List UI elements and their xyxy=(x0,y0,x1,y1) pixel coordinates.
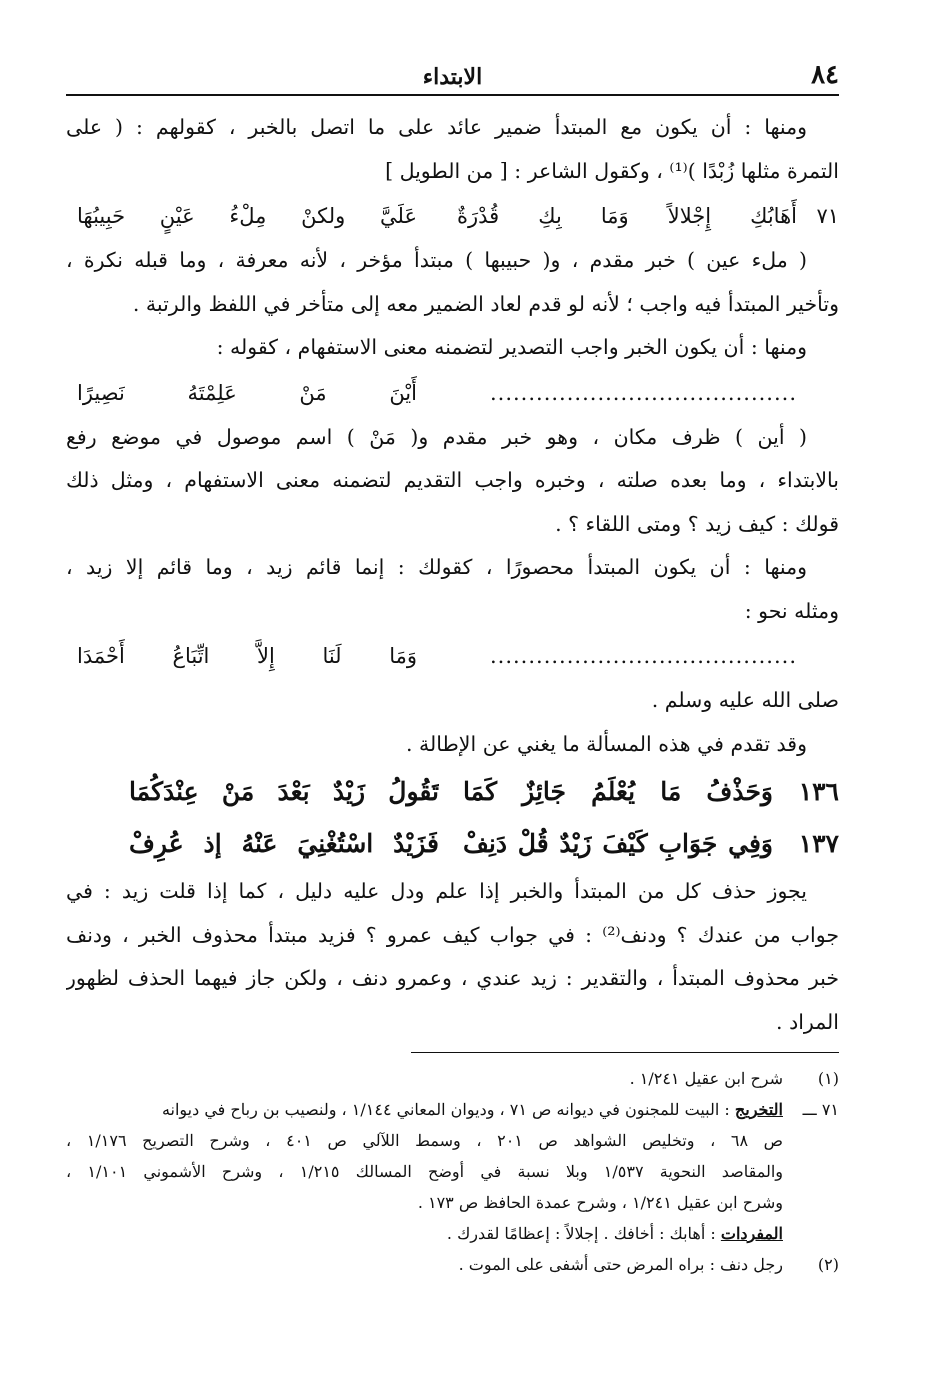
footnote-text: ص ٦٨ ، وتخليص الشواهد ص ٢٠١ ، وسمط اللآلي ص ٤٠١ ، وشرح التصريح ١/١٧٦ ، xyxy=(66,1131,784,1150)
footnote-mark: (١) xyxy=(817,1069,839,1088)
text-line: ومنها : أن يكون الخبر واجب التصدير لتضمنه معنى الاستفهام ، كقوله : xyxy=(216,335,807,359)
page-number: ٨٤ xyxy=(811,60,839,90)
footnote-text: والمقاصد النحوية ١/٥٣٧ وبلا نسبة في أوضح المسالك ١/٢١٥ ، وشرح الأشموني ١/١٠١ ، xyxy=(66,1162,784,1181)
text-line: وقد تقدم في هذه المسألة ما يغني عن الإطالة . xyxy=(405,731,807,756)
verse-number: ١٣٧ xyxy=(798,829,839,858)
text-line: ومنها : أن يكون مع المبتدأ ضمير عائد على ما اتصل بالخبر ، كقولهم : ( على xyxy=(66,115,807,139)
text-line: ( ملء عين ) خبر مقدم ، و( حبيبها ) مبتدأ مؤخر ، لأنه معرفة ، وما قبله نكرة ، xyxy=(66,248,807,272)
text-line: صلى الله عليه وسلم . xyxy=(651,688,839,712)
text-line: التمرة مثلها زُبْدًا )⁽¹⁾ ، وكقول الشاعر : [ من الطويل ] xyxy=(385,158,839,183)
text-line: خبر محذوف المبتدأ ، والتقدير : زيد عندي ، وعمرو دنف ، ولكن جاز فيهما الحذف لظهور xyxy=(66,966,839,990)
verse-hemistich: أَيْنَ مَنْ عَلِمْتَهُ نَصِيرًا xyxy=(77,380,417,405)
footnote-line xyxy=(66,1156,839,1187)
footnote-line xyxy=(66,1125,839,1156)
verse-first-hemistich: وَحَذْفُ مَا يُعْلَمُ جَائِزٌ كَمَا xyxy=(463,777,773,806)
poetry-verse-71 xyxy=(66,193,839,239)
text-line: يجوز حذف كل من المبتدأ والخبر إذا علم ودل عليه دليل ، كما إذا قلت زيد : في xyxy=(66,879,807,903)
text-line: قولك : كيف زيد ؟ ومتى اللقاء ؟ . xyxy=(555,511,839,536)
verse-number: ٧١ xyxy=(816,204,839,228)
footnote-line xyxy=(66,1218,839,1249)
footnote-line xyxy=(66,1187,839,1218)
poetry-verse-fragment xyxy=(66,370,839,416)
text-line: ومنها : أن يكون المبتدأ محصورًا ، كقولك : إنما قائم زيد ، وما قائم إلا زيد ، xyxy=(66,555,807,579)
footnote-text: وشرح ابن عقيل ١/٢٤١ ، وشرح عمدة الحافظ ص ١٧٣ . xyxy=(417,1193,783,1212)
verse-ellipsis: ........................................ xyxy=(489,644,797,668)
verse-first-hemistich: وَفِي جَوَابِ كَيْفَ زَيْدٌ قُلْ دَنِفْ xyxy=(463,829,773,858)
footnotes xyxy=(66,1063,839,1280)
vocab-label: المفردات xyxy=(720,1224,783,1243)
text-line: ومثله نحو : xyxy=(744,598,839,623)
running-title: الابتداء xyxy=(422,64,483,90)
alfiyya-verse-136 xyxy=(66,766,839,818)
page-header xyxy=(66,60,839,96)
footnote-text xyxy=(66,1218,839,1249)
footnote-mark: (٢) xyxy=(817,1255,839,1274)
footnote-text xyxy=(66,1094,783,1125)
book-page xyxy=(66,60,839,1280)
footnote-1 xyxy=(66,1063,839,1094)
verse-second-hemistich: عَلَيَّ ولكنْ مِلْءُ عَيْنٍ حَبِيبُهَا xyxy=(77,204,417,228)
takhrij-text: : البيت للمجنون في ديوانه ص ٧١ ، وديوان المعاني ١/١٤٤ ، ولنصيب بن رباح في ديوانه xyxy=(161,1100,730,1119)
text-line: وتأخير المبتدأ فيه واجب ؛ لأنه لو قدم لعاد الضمير معه إلى متأخر في اللفظ والرتبة . xyxy=(132,291,839,316)
footnote-text: رجل دنف : براه المرض حتى أشفى على الموت . xyxy=(458,1255,783,1274)
verse-second-hemistich: تَقُولُ زَيْدٌ بَعْدَ مَنْ عِنْدَكُمَا xyxy=(129,777,439,806)
footnote-71 xyxy=(66,1094,839,1125)
verse-number: ١٣٦ xyxy=(798,777,839,806)
vocab-text: : أهابك : أخافك . إجلالاً : إعظامًا لقدرك . xyxy=(446,1224,716,1243)
text-line: المراد . xyxy=(776,1009,839,1034)
footnote-2 xyxy=(66,1249,839,1280)
text-line: جواب من عندك ؟ ودنف⁽²⁾ : في جواب كيف عمرو ؟ فزيد مبتدأ محذوف الخبر ، ودنف xyxy=(66,922,839,947)
alfiyya-verse-137 xyxy=(66,818,839,870)
takhrij-label: التخريج xyxy=(734,1100,783,1119)
poetry-verse-fragment xyxy=(66,633,839,679)
text-line: ( أين ) ظرف مكان ، وهو خبر مقدم و( مَنْ ) اسم موصول في موضع رفع xyxy=(66,424,807,449)
footnote-separator xyxy=(411,1052,839,1053)
verse-second-hemistich: فَزَيْدٌ اسْتُغْنِيَ عَنْهُ إذ عُرِفْ xyxy=(129,829,439,858)
verse-ellipsis: ........................................ xyxy=(489,380,797,405)
footnote-mark: ٧١ ـــ xyxy=(802,1100,839,1119)
verse-first-hemistich: أَهَابُكِ إِجْلالاً وَمَا بِكِ قُدْرَةٌ xyxy=(457,204,797,228)
verse-hemistich: وَمَا لَنَا إِلاَّ اتِّبَاعُ أَحْمَدَا xyxy=(77,644,417,668)
main-text xyxy=(66,106,839,1044)
text-line: بالابتداء ، وما بعده صلته ، وخبره واجب التقديم لتضمنه معنى الاستفهام ، ومثل ذلك xyxy=(66,468,839,492)
footnote-text: شرح ابن عقيل ١/٢٤١ . xyxy=(629,1069,783,1088)
